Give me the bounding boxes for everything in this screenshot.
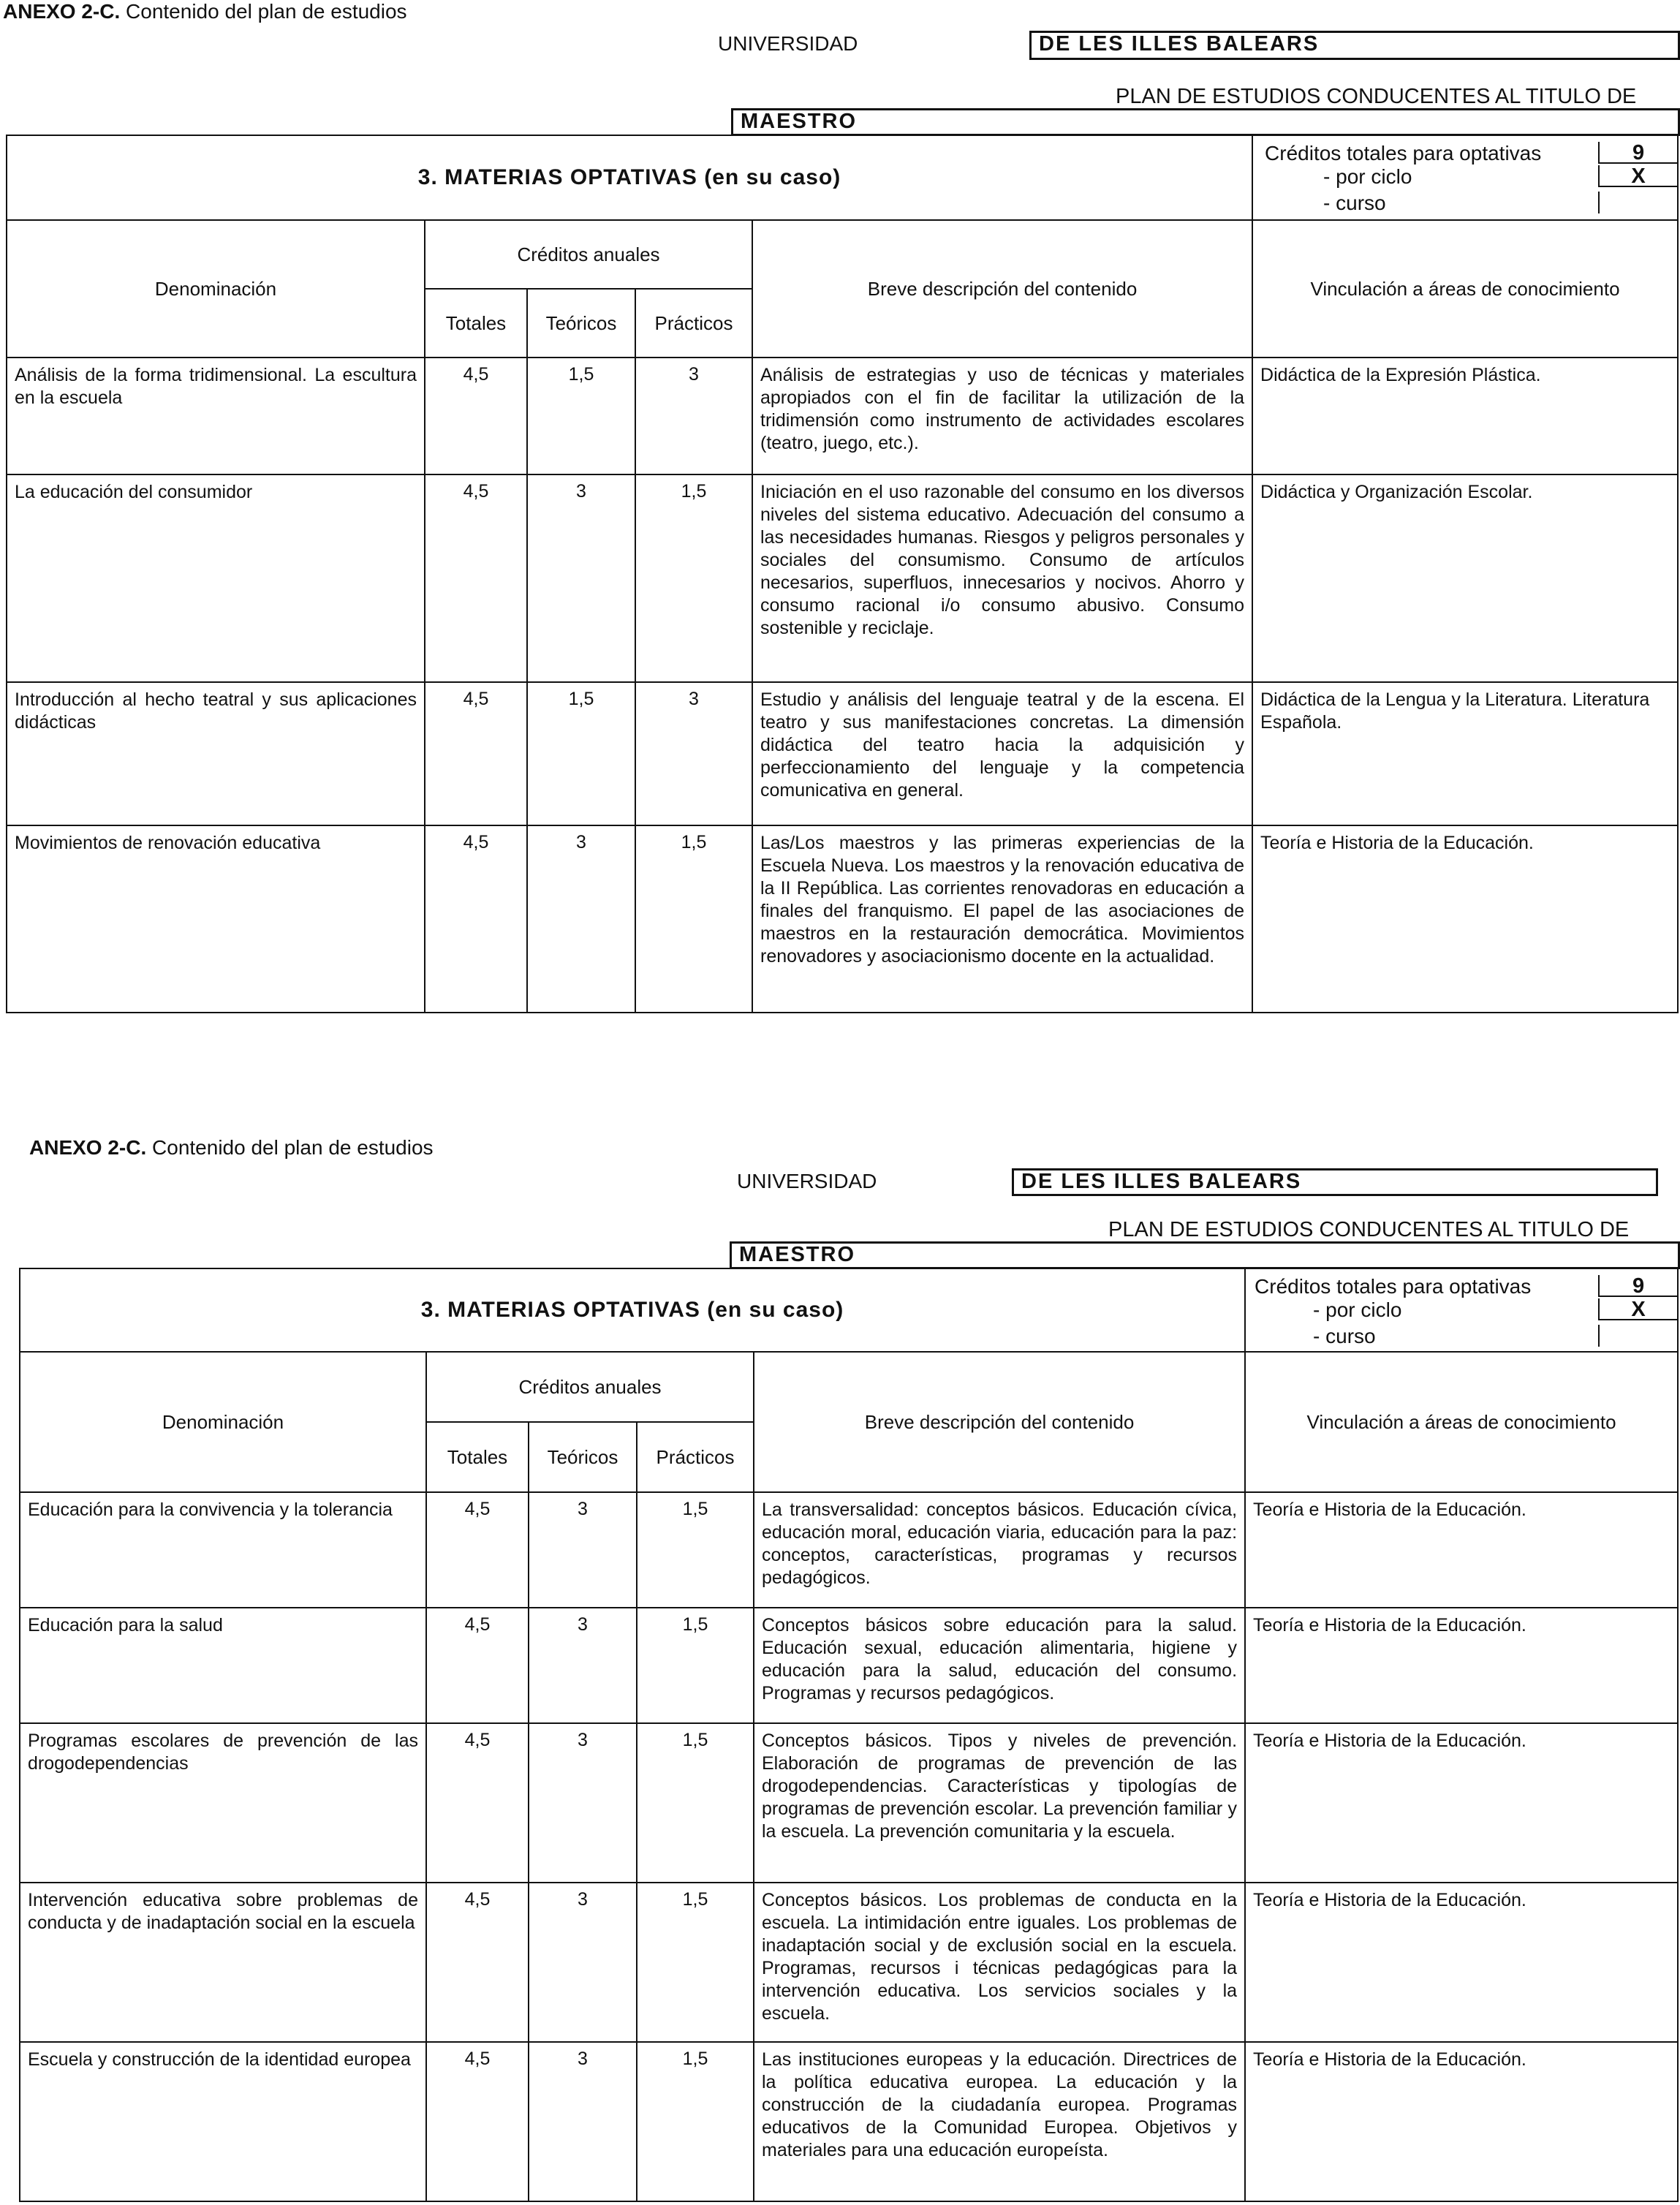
anexo-number: ANEXO 2-C. [3, 0, 121, 23]
vinculacion-cell: Teoría e Historia de la Educación. [1252, 825, 1678, 1013]
denominacion-cell: Intervención educativa sobre problemas de conducta y de inadaptación social en la escuela [20, 1883, 426, 2042]
table-row [20, 1883, 1678, 2042]
anexo-heading [3, 0, 407, 23]
vinculacion-cell: Teoría e Historia de la Educación. [1245, 2042, 1678, 2201]
table-row [20, 1492, 1678, 1608]
descripcion-cell: Conceptos básicos. Los problemas de conducta en la escuela. La intimidación entre iguales. Los problemas de inadaptación social y de exclusión social en la escuela. Programas, recursos i técnicas pedagógicas para la intervención educativa. Los servicios sociales y la escuela. [754, 1883, 1245, 2042]
universidad-label: UNIVERSIDAD [718, 32, 858, 55]
teoricos-header: Teóricos [527, 289, 635, 358]
titulo-box: MAESTRO [731, 108, 1680, 136]
table-row [20, 1723, 1678, 1883]
denominacion-cell: Análisis de la forma tridimensional. La escultura en la escuela [7, 358, 425, 474]
totales-cell: 4,5 [426, 1883, 529, 2042]
vinculacion-cell: Teoría e Historia de la Educación. [1245, 1723, 1678, 1883]
table-row [7, 825, 1678, 1013]
anexo-heading [29, 1136, 434, 1160]
denominacion-cell: Movimientos de renovación educativa [7, 825, 425, 1013]
practicos-header: Prácticos [637, 1422, 754, 1492]
creditos-totales-value: 9 [1598, 142, 1677, 164]
section-title: 3. MATERIAS OPTATIVAS (en su caso) [7, 135, 1252, 220]
plan-label: PLAN DE ESTUDIOS CONDUCENTES AL TITULO DE [1116, 85, 1637, 108]
creditos-curso-label: - curso [1313, 1325, 1376, 1347]
anexo-text: Contenido del plan de estudios [126, 0, 407, 23]
teoricos-cell: 3 [529, 1492, 637, 1608]
teoricos-cell: 1,5 [527, 358, 635, 474]
creditos-ciclo-label: - por ciclo [1313, 1298, 1402, 1321]
teoricos-cell: 3 [529, 1883, 637, 2042]
descripcion-cell: Estudio y análisis del lenguaje teatral y de la escena. El teatro y sus manifestaciones concretas. La dimensión didáctica del teatro hacia la adquisición y perfeccionamiento del lenguaje y la competencia comunicativa en general. [752, 682, 1252, 825]
descripcion-header: Breve descripción del contenido [754, 1352, 1245, 1492]
plan-label: PLAN DE ESTUDIOS CONDUCENTES AL TITULO DE [1108, 1218, 1630, 1241]
practicos-cell: 1,5 [637, 1723, 754, 1883]
practicos-cell: 1,5 [635, 825, 752, 1013]
denominacion-header: Denominación [7, 220, 425, 358]
table-row [7, 358, 1678, 474]
vinculacion-cell: Didáctica de la Lengua y la Literatura. Literatura Española. [1252, 682, 1678, 825]
descripcion-cell: Las/Los maestros y las primeras experiencias de la Escuela Nueva. Los maestros y la renovación educativa de la II República. Las corrientes renovadoras en educación a finales del franquismo. El papel de las asociaciones de maestros en la restauración democrática. Movimientos renovadores y asociacionismo docente en la actualidad. [752, 825, 1252, 1013]
creditos-box [1252, 135, 1678, 220]
table-row [20, 1608, 1678, 1723]
creditos-curso-value [1598, 192, 1677, 213]
teoricos-header: Teóricos [529, 1422, 637, 1492]
vinculacion-cell: Teoría e Historia de la Educación. [1245, 1883, 1678, 2042]
vinculacion-cell: Didáctica de la Expresión Plástica. [1252, 358, 1678, 474]
descripcion-cell: Iniciación en el uso razonable del consumo en los diversos niveles del sistema educativo. Adecuación del consumo a las necesidades humanas. Riesgos y peligros personales y sociales del consumismo. Consumo de artículos necesarios, superfluos, innecesarios y nocivos. Ahorro y consumo racional i/o consumo abusivo. Consumo sostenible y reciclaje. [752, 474, 1252, 682]
denominacion-header: Denominación [20, 1352, 426, 1492]
teoricos-cell: 3 [529, 2042, 637, 2201]
descripcion-cell: Análisis de estrategias y uso de técnicas y materiales apropiados con el fin de facilitar la utilización de la tridimensión como instrumento de actividades escolares (teatro, juego, etc.). [752, 358, 1252, 474]
descripcion-header: Breve descripción del contenido [752, 220, 1252, 358]
creditos-totales-label: Créditos totales para optativas [1255, 1275, 1532, 1298]
teoricos-cell: 1,5 [527, 682, 635, 825]
creditos-totales-value: 9 [1598, 1275, 1677, 1297]
totales-header: Totales [426, 1422, 529, 1492]
anexo-text: Contenido del plan de estudios [152, 1136, 434, 1159]
totales-cell: 4,5 [425, 825, 527, 1013]
teoricos-cell: 3 [527, 474, 635, 682]
vinculacion-header: Vinculación a áreas de conocimiento [1252, 220, 1678, 358]
practicos-cell: 1,5 [635, 474, 752, 682]
titulo-box: MAESTRO [730, 1241, 1680, 1269]
practicos-cell: 3 [635, 358, 752, 474]
universidad-box: DE LES ILLES BALEARS [1012, 1168, 1658, 1196]
descripcion-cell: Conceptos básicos. Tipos y niveles de prevención. Elaboración de programas de prevención de las drogodependencias. Características y tipologías de programas de prevención escolar. La prevención familiar y la escuela. La prevención comunitaria y la escuela. [754, 1723, 1245, 1883]
creditos-curso-label: - curso [1323, 192, 1386, 214]
creditos-ciclo-value: X [1598, 1298, 1677, 1320]
totales-cell: 4,5 [426, 2042, 529, 2201]
table-row [7, 682, 1678, 825]
totales-cell: 4,5 [425, 358, 527, 474]
totales-cell: 4,5 [426, 1723, 529, 1883]
totales-cell: 4,5 [425, 474, 527, 682]
anexo-number: ANEXO 2-C. [29, 1136, 147, 1159]
universidad-label: UNIVERSIDAD [737, 1170, 877, 1192]
descripcion-cell: Las instituciones europeas y la educación. Directrices de la política educativa europea. La educación y la construcción de la ciudadanía europea. Programas educativos de la Comunidad Europea. Objetivos y materiales para una educación europeísta. [754, 2042, 1245, 2201]
totales-header: Totales [425, 289, 527, 358]
teoricos-cell: 3 [527, 825, 635, 1013]
denominacion-cell: Educación para la salud [20, 1608, 426, 1723]
teoricos-cell: 3 [529, 1723, 637, 1883]
practicos-cell: 1,5 [637, 1608, 754, 1723]
teoricos-cell: 3 [529, 1608, 637, 1723]
creditos-anuales-header: Créditos anuales [426, 1352, 754, 1422]
denominacion-cell: Educación para la convivencia y la tolerancia [20, 1492, 426, 1608]
denominacion-cell: Escuela y construcción de la identidad europea [20, 2042, 426, 2201]
denominacion-cell: Introducción al hecho teatral y sus aplicaciones didácticas [7, 682, 425, 825]
totales-cell: 4,5 [426, 1492, 529, 1608]
table-row [7, 474, 1678, 682]
vinculacion-cell: Teoría e Historia de la Educación. [1245, 1492, 1678, 1608]
descripcion-cell: Conceptos básicos sobre educación para la salud. Educación sexual, educación alimentaria, higiene y educación para la salud, educación del consumo. Programas y recursos pedagógicos. [754, 1608, 1245, 1723]
practicos-cell: 1,5 [637, 1492, 754, 1608]
creditos-box [1245, 1268, 1678, 1352]
practicos-header: Prácticos [635, 289, 752, 358]
table-row [20, 2042, 1678, 2201]
vinculacion-cell: Didáctica y Organización Escolar. [1252, 474, 1678, 682]
optativas-table [6, 135, 1679, 1013]
denominacion-cell: Programas escolares de prevención de las drogodependencias [20, 1723, 426, 1883]
vinculacion-header: Vinculación a áreas de conocimiento [1245, 1352, 1678, 1492]
denominacion-cell: La educación del consumidor [7, 474, 425, 682]
practicos-cell: 3 [635, 682, 752, 825]
optativas-table [19, 1268, 1679, 2202]
creditos-ciclo-label: - por ciclo [1323, 165, 1412, 188]
section-title: 3. MATERIAS OPTATIVAS (en su caso) [20, 1268, 1245, 1352]
practicos-cell: 1,5 [637, 2042, 754, 2201]
creditos-totales-label: Créditos totales para optativas [1265, 142, 1542, 164]
totales-cell: 4,5 [426, 1608, 529, 1723]
creditos-curso-value [1598, 1325, 1677, 1347]
descripcion-cell: La transversalidad: conceptos básicos. Educación cívica, educación moral, educación viaria, educación para la paz: conceptos, características, programas y recursos pedagógicos. [754, 1492, 1245, 1608]
vinculacion-cell: Teoría e Historia de la Educación. [1245, 1608, 1678, 1723]
creditos-anuales-header: Créditos anuales [425, 220, 752, 289]
universidad-box: DE LES ILLES BALEARS [1029, 31, 1680, 60]
creditos-ciclo-value: X [1598, 165, 1677, 187]
practicos-cell: 1,5 [637, 1883, 754, 2042]
totales-cell: 4,5 [425, 682, 527, 825]
